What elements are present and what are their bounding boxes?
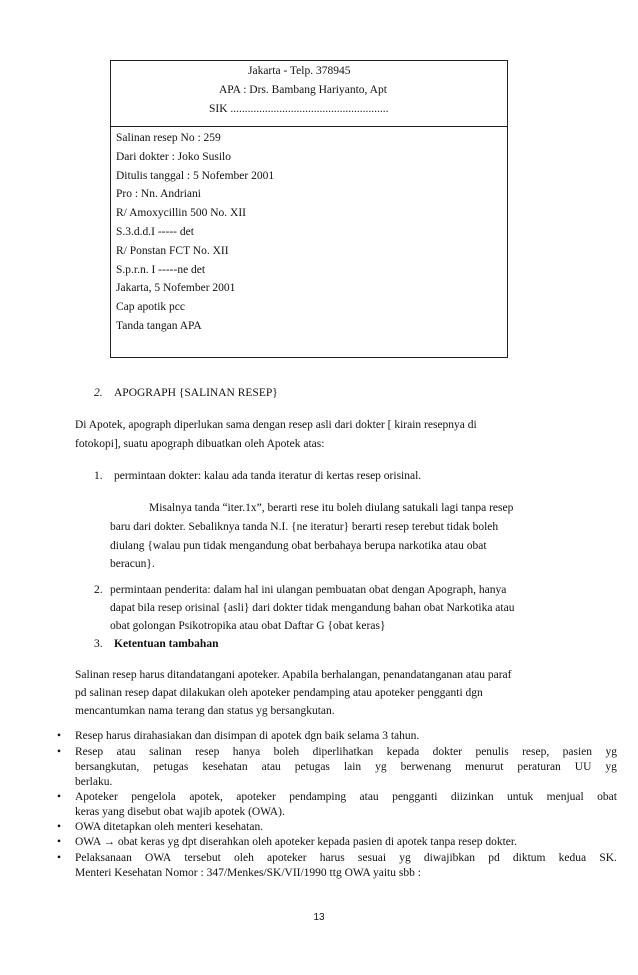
bullet-icon: • (57, 746, 62, 758)
word: atau (116, 746, 136, 758)
bullet-text: OWA ditetapkan oleh menteri kesehatan. (75, 821, 264, 833)
word: obat (597, 791, 617, 803)
list-item-text: beracun}. (110, 558, 155, 570)
list-item-text: diulang {walau pun tidak mengandung obat berbahaya berupa narkotika atau obat (110, 540, 487, 552)
word: pendamping (289, 791, 347, 803)
arrow-right-icon: → (103, 836, 115, 848)
word: lain (343, 761, 362, 773)
word: tersebut (184, 852, 221, 864)
prescription-line: Dari dokter : Joko Susilo (116, 150, 231, 163)
bullet-text (75, 790, 617, 804)
word: diwajibkan (423, 852, 475, 864)
bullet-text (75, 835, 517, 849)
word: salinan (149, 746, 182, 758)
intro-text-line: fotokopi], suatu apograph dibuatkan oleh Apotek atas: (75, 438, 325, 450)
word: oleh (234, 852, 254, 864)
word: dokter (432, 746, 463, 758)
bullet-icon: • (57, 821, 62, 833)
word: pd (488, 852, 500, 864)
word: diktum (512, 852, 546, 864)
word: peraturan (517, 761, 561, 773)
paragraph-line: pd salinan resep dapat dilakukan oleh apoteker pendamping atau apoteker pengganti dgn (75, 687, 483, 699)
pharmacy-address: Jakarta - Telp. 378945 (248, 65, 351, 77)
word: yg (605, 761, 617, 773)
bullet-icon: • (57, 852, 62, 864)
word: SK. (599, 852, 617, 864)
word: resep, (522, 746, 550, 758)
owa-label: OWA (75, 836, 101, 848)
word: apotek, (189, 791, 223, 803)
word: Resep (75, 746, 104, 758)
word: atau (261, 761, 281, 773)
list-number: 1. (94, 470, 103, 482)
section-number: 2. (94, 387, 103, 399)
prescription-copy-box (110, 60, 508, 358)
bullet-text (75, 745, 617, 759)
page-number: 13 (313, 912, 325, 923)
word: petugas (153, 761, 189, 773)
bullet-text: keras yang disebut obat wajib apotek (OWA). (75, 806, 285, 818)
word: yg (399, 852, 411, 864)
word: menjual (546, 791, 584, 803)
prescription-line: Pro : Nn. Andriani (116, 188, 201, 201)
bullet-text: Resep harus dirahasiakan dan disimpan di apotek dgn baik selama 3 tahun. (75, 730, 420, 742)
bullet-text: berlaku. (75, 776, 113, 788)
prescription-line: S.3.d.d.I ----- det (116, 225, 194, 238)
paragraph-line: mencantumkan nama terang dan status yg bersangkutan. (75, 705, 335, 717)
prescription-line: S.p.r.n. I -----ne det (116, 263, 206, 276)
prescription-header (111, 61, 507, 127)
list-number: 2. (94, 584, 103, 596)
bullet-icon: • (57, 836, 62, 848)
word: OWA (145, 852, 172, 864)
word: Pelaksanaan (75, 852, 132, 864)
prescription-line: R/ Ponstan FCT No. XII (116, 244, 229, 257)
prescription-line: Jakarta, 5 Nofember 2001 (116, 282, 236, 295)
word: diperlihatkan (312, 746, 374, 758)
list-item-text: dapat bila resep orisinal {asli} dari dokter tidak mengandung bahan obat Narkotika atau (110, 602, 515, 614)
word: pengganti (392, 791, 438, 803)
intro-text-line: Di Apotek, apograph diperlukan sama dengan resep asli dari dokter [ kirain resepnya di (75, 419, 477, 431)
word: yg (605, 746, 617, 758)
word: menurut (465, 761, 504, 773)
word: penulis (475, 746, 509, 758)
word: Apoteker (75, 791, 118, 803)
paragraph-line: Salinan resep harus ditandatangani apoteker. Apabila berhalangan, penandatanganan atau paraf (75, 669, 512, 681)
list-item-text: baru dari dokter. Sebaliknya tanda N.I. {ne iteratur} berarti resep terebut tidak boleh (110, 521, 499, 533)
bullet-text (75, 760, 617, 774)
word: kedua (558, 852, 587, 864)
prescription-line: Ditulis tanggal : 5 Nofember 2001 (116, 169, 275, 182)
word: apoteker (267, 852, 307, 864)
word: kepada (386, 746, 420, 758)
prescription-line: R/ Amoxycillin 500 No. XII (116, 207, 247, 220)
list-item-text: obat golongan Psikotropika atau obat Daftar G {obat keras} (110, 620, 386, 632)
list-number: 3. (94, 638, 103, 650)
word: berwenang (400, 761, 452, 773)
pharmacist-name: APA : Drs. Bambang Hariyanto, Apt (219, 84, 387, 96)
bullet-text: Menteri Kesehatan Nomor : 347/Menkes/SK/VII/1990 ttg OWA yaitu sbb : (75, 867, 421, 879)
prescription-line: Tanda tangan APA (116, 319, 202, 332)
bullet-icon: • (57, 730, 62, 742)
word: kesehatan (202, 761, 248, 773)
prescription-line: Cap apotik pcc (116, 301, 185, 314)
word: resep (195, 746, 220, 758)
list-item-text: Misalnya tanda “iter.1x”, berarti rese itu boleh diulang satukali lagi tanpa resep (149, 502, 514, 514)
word: yg (375, 761, 387, 773)
word: boleh (273, 746, 300, 758)
prescription-line: Salinan resep No : 259 (116, 132, 221, 144)
word: pengelola (131, 791, 176, 803)
list-item-text: permintaan dokter: kalau ada tanda iteratur di kertas resep orisinal. (114, 470, 422, 482)
list-item-text: permintaan penderita: dalam hal ini ulangan pembuatan obat dengan Apograph, hanya (110, 584, 507, 596)
sik-number: SIK ....................................................... (209, 103, 389, 115)
word: UU (574, 761, 592, 773)
word: untuk (507, 791, 534, 803)
owa-definition: obat keras yg dpt diserahkan oleh apoteker kepada pasien di apotek tanpa resep dokter. (117, 836, 517, 848)
word: sesuai (357, 852, 387, 864)
word: harus (319, 852, 345, 864)
word: hanya (232, 746, 261, 758)
word: pasien (562, 746, 593, 758)
bullet-icon: • (57, 791, 62, 803)
word: petugas (294, 761, 330, 773)
word: diizinkan (450, 791, 494, 803)
prescription-body (111, 127, 507, 336)
bullet-text (75, 851, 617, 865)
subsection-title: Ketentuan tambahan (114, 638, 219, 650)
section-title: APOGRAPH {SALINAN RESEP} (114, 387, 278, 399)
word: apoteker (236, 791, 276, 803)
word: atau (359, 791, 379, 803)
word: bersangkutan, (75, 761, 140, 773)
